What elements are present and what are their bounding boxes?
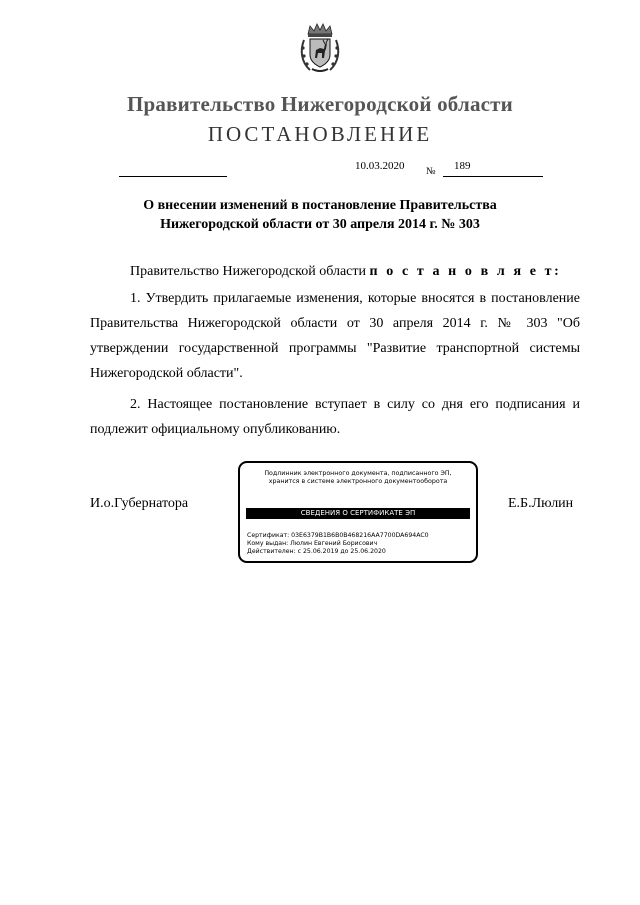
number-sign: № [426,166,436,177]
government-title: Правительство Нижегородской области [127,92,513,116]
stamp-note-line-2: хранится в системе электронного документооборота [268,478,448,485]
stamp-note [240,470,476,486]
subject-line-1: О внесении изменений в постановление Правительства [143,198,497,213]
date-underline-left [119,176,227,177]
stamp-issued-to: Кому выдан: Люлин Евгений Борисович [247,540,378,547]
document-number: 189 [454,160,471,172]
paragraph-2: 2. Настоящее постановление вступает в силу со дня его подписания и подлежит официальному опубликованию. [90,397,580,437]
signer-name: Е.Б.Люлин [508,496,574,511]
preamble-prefix: Правительство Нижегородской области [130,264,366,279]
preamble-action: п о с т а н о в л я е т: [369,264,562,279]
document-subject [80,196,560,234]
subject-line-2: Нижегородской области от 30 апреля 2014 г. № 303 [160,217,480,232]
preamble [130,259,580,284]
stamp-header: СВЕДЕНИЯ О СЕРТИФИКАТЕ ЭП [246,508,470,519]
number-underline [443,176,543,177]
stamp-note-line-1: Подлинник электронного документа, подписанного ЭП, [264,470,452,477]
document-type: ПОСТАНОВЛЕНИЕ [207,122,433,146]
stamp-details [247,532,429,556]
signer-title: И.о.Губернатора [90,496,189,511]
document-date: 10.03.2020 [355,160,405,172]
stamp-valid: Действителен: с 25.06.2019 до 25.06.2020 [247,548,386,555]
nizhny-novgorod-coat-of-arms-icon [298,22,342,74]
electronic-signature-stamp [238,461,478,563]
paragraph-1: 1. Утвердить прилагаемые изменения, которые вносятся в постановление Правительства Нижегородской области от 30 апреля 2014 г. № 303 "Об утверждении государственной программы "Развитие транспортной системы Нижегородской области". [90,291,580,381]
stamp-certificate: Сертификат: 03E6379B1B6B0B468216AA7700DA694AC0 [247,532,429,539]
